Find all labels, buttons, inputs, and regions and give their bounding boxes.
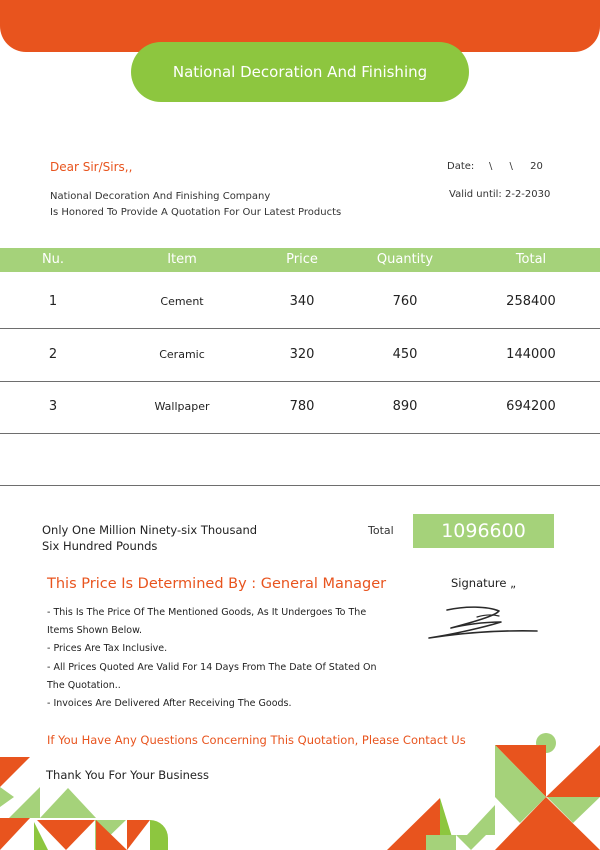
deco-triangle: [9, 787, 40, 818]
greeting: Dear Sir/Sirs,,: [50, 160, 133, 174]
row-total: 258400: [506, 294, 556, 309]
note-line: - This Is The Price Of The Mentioned Goods, As It Undergoes To The: [47, 607, 367, 618]
deco-triangle: [40, 788, 96, 818]
total-value: 1096600: [441, 520, 526, 542]
intro-line: Is Honored To Provide A Quotation For Our Latest Products: [50, 207, 342, 218]
row-number: 3: [48, 399, 58, 414]
note-line: Items Shown Below.: [47, 625, 142, 637]
row-quantity: 760: [392, 294, 418, 309]
row-item: Wallpaper: [154, 400, 210, 413]
row-total: 694200: [506, 399, 556, 414]
note-line: - Prices Are Tax Inclusive.: [47, 643, 168, 655]
row-quantity: 450: [392, 347, 418, 362]
column-header-price: Price: [286, 252, 318, 267]
row-item: Cement: [160, 295, 204, 308]
amount-words-line: Six Hundred Pounds: [42, 539, 158, 553]
deco-triangle: [127, 820, 150, 850]
note-line: The Quotation..: [47, 679, 121, 691]
row-price: 780: [289, 399, 315, 414]
column-header-number: Nu.: [41, 252, 65, 267]
column-header-item: Item: [167, 252, 197, 267]
deco-triangle: [546, 745, 600, 797]
total-label: Total: [368, 524, 394, 537]
column-header-quantity: Quantity: [376, 252, 434, 267]
row-number: 1: [48, 294, 58, 309]
signature-label: Signature „: [451, 576, 517, 590]
column-header-total: Total: [515, 252, 547, 267]
row-item: Ceramic: [159, 348, 205, 361]
determined-by-title: This Price Is Determined By : General Manager: [47, 576, 387, 592]
thanks-text: Thank You For Your Business: [46, 768, 209, 782]
valid-until: Valid until: 2-2-2030: [449, 189, 551, 200]
deco-triangle: [0, 757, 30, 787]
note-line: - All Prices Quoted Are Valid For 14 Days From The Date Of Stated On: [47, 661, 377, 673]
row-number: 2: [48, 347, 58, 362]
contact-text: If You Have Any Questions Concerning This Quotation, Please Contact Us: [47, 733, 466, 747]
row-total: 144000: [506, 347, 556, 362]
deco-triangle: [467, 805, 495, 835]
deco-triangle: [0, 818, 30, 850]
deco-quarter-circle: [150, 820, 168, 850]
date-label: Date:: [447, 161, 475, 172]
company-title: National Decoration And Finishing: [172, 63, 428, 81]
intro-line: National Decoration And Finishing Company: [50, 191, 271, 202]
deco-triangle: [456, 835, 486, 850]
deco-rect: [426, 835, 456, 850]
date-value: \ \ 20: [489, 161, 543, 172]
note-line: - Invoices Are Delivered After Receiving The Goods.: [47, 698, 292, 710]
row-price: 340: [289, 294, 315, 309]
row-price: 320: [289, 347, 315, 362]
amount-words-line: Only One Million Ninety-six Thousand: [42, 523, 258, 537]
row-quantity: 890: [392, 399, 418, 414]
deco-triangle: [0, 787, 14, 807]
